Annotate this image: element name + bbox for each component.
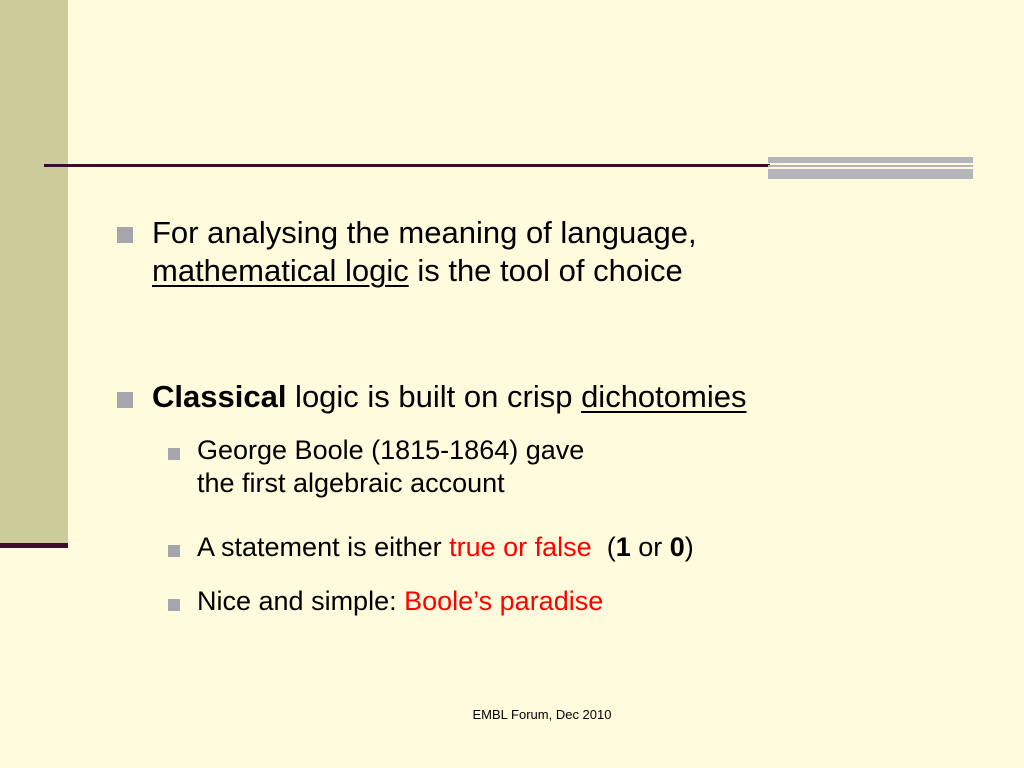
bullet-square-icon: [117, 392, 133, 408]
bullet-2: [152, 378, 746, 416]
stripe: [768, 165, 973, 167]
bullet-1-line-2-rest: is the tool of choice: [408, 252, 683, 288]
slide-footer: EMBL Forum, Dec 2010: [472, 707, 612, 722]
sub-bullet-paradise: [197, 585, 603, 618]
value-one: 1: [615, 532, 631, 562]
classical-term: Classical: [152, 379, 287, 414]
sub-bullet-boole-line-2: the first algebraic account: [197, 467, 505, 498]
booles-paradise-highlight: Boole’s paradise: [404, 586, 604, 616]
bullet-2-middle: logic is built on crisp: [286, 379, 582, 414]
sidebar-accent-line: [0, 543, 68, 548]
stripe: [768, 169, 973, 179]
bullet-1-line-1: For analysing the meaning of language,: [152, 215, 697, 250]
sidebar-decoration: [0, 0, 68, 546]
sub-bullet-boole: [197, 434, 584, 500]
mathematical-logic-term: mathematical logic: [152, 252, 409, 288]
bullet-square-icon: [117, 227, 133, 243]
statement-prefix: A statement is either: [197, 532, 450, 562]
sub-bullet-boole-line-1: George Boole (1815-1864) gave: [197, 435, 585, 465]
paren-close: ): [684, 532, 694, 562]
sub-bullet-square-icon: [168, 545, 180, 557]
title-rule: [44, 164, 770, 167]
sub-bullet-true-false: [197, 531, 694, 564]
sub-bullet-square-icon: [168, 599, 180, 611]
bullet-1: [152, 214, 697, 290]
paradise-prefix: Nice and simple:: [197, 586, 405, 616]
or-word: or: [630, 532, 670, 562]
title-stripes-decoration: [768, 157, 973, 179]
sub-bullet-square-icon: [168, 448, 180, 460]
value-zero: 0: [669, 532, 685, 562]
paren-open: (: [591, 532, 616, 562]
true-or-false-highlight: true or false: [449, 532, 592, 562]
dichotomies-term: dichotomies: [581, 379, 747, 414]
stripe: [768, 157, 973, 163]
